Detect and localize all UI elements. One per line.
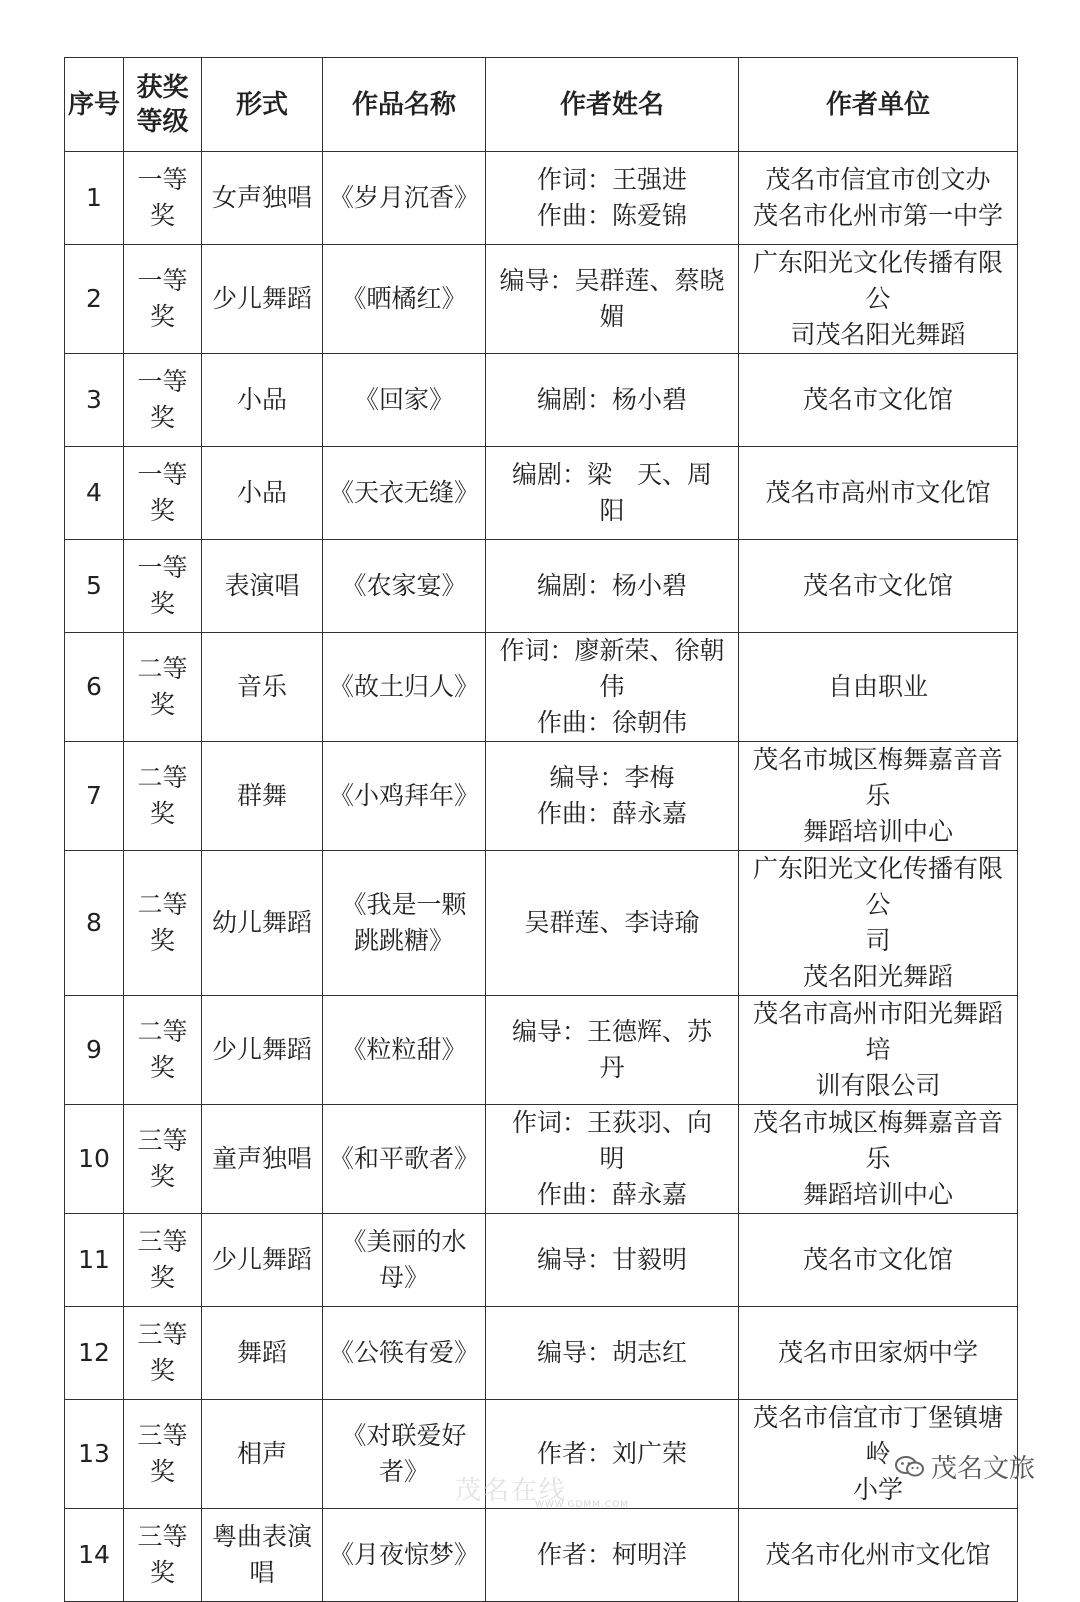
award-level-cell: 一等奖 xyxy=(124,447,202,540)
unit-cell xyxy=(739,1214,1018,1307)
form-cell: 女声独唱 xyxy=(202,152,323,245)
author-cell xyxy=(486,447,739,540)
unit-line: 茂名市信宜市创文办 xyxy=(765,165,991,194)
serial-cell: 10 xyxy=(65,1105,124,1214)
unit-cell xyxy=(739,1105,1018,1214)
serial-cell: 14 xyxy=(65,1509,124,1602)
serial-cell: 2 xyxy=(65,245,124,354)
form-cell: 音乐 xyxy=(202,633,323,742)
unit-line: 广东阳光文化传播有限公 xyxy=(752,248,1003,313)
author-cell xyxy=(486,1105,739,1214)
site-watermark-text: 茂名在线 xyxy=(455,1476,568,1506)
author-cell xyxy=(486,996,739,1105)
serial-cell: 11 xyxy=(65,1214,124,1307)
form-cell: 表演唱 xyxy=(202,540,323,633)
unit-line: 小学 xyxy=(852,1475,903,1504)
serial-cell: 3 xyxy=(65,354,124,447)
award-level-cell: 一等奖 xyxy=(124,245,202,354)
form-cell: 舞蹈 xyxy=(202,1307,323,1400)
author-line: 编导：王德辉、苏 丹 xyxy=(511,1017,738,1082)
unit-cell xyxy=(739,1509,1018,1602)
unit-line: 茂名市高州市文化馆 xyxy=(765,478,991,507)
header-cell: 获奖等级 xyxy=(124,58,202,152)
table-row xyxy=(65,1105,1018,1214)
unit-line: 茂名市化州市第一中学 xyxy=(752,201,1003,230)
award-level-cell: 三等奖 xyxy=(124,1509,202,1602)
table-row xyxy=(65,851,1018,996)
serial-cell: 13 xyxy=(65,1400,124,1509)
form-cell: 少儿舞蹈 xyxy=(202,245,323,354)
unit-line: 茂名市高州市阳光舞蹈培 xyxy=(752,999,1003,1064)
header-cell: 作者单位 xyxy=(739,58,1018,152)
author-cell xyxy=(486,152,739,245)
unit-line: 自由职业 xyxy=(827,672,928,701)
form-cell: 幼儿舞蹈 xyxy=(202,851,323,996)
serial-cell: 5 xyxy=(65,540,124,633)
site-url-text: WWW.GDMM.COM xyxy=(535,1500,629,1510)
unit-cell xyxy=(739,633,1018,742)
author-cell xyxy=(486,540,739,633)
work-title-cell: 《天衣无缝》 xyxy=(323,447,486,540)
award-level-cell: 二等奖 xyxy=(124,633,202,742)
form-cell: 小品 xyxy=(202,354,323,447)
work-title-cell: 《农家宴》 xyxy=(323,540,486,633)
header-cell: 序号 xyxy=(65,58,124,152)
author-line: 编导：胡志红 xyxy=(536,1338,687,1367)
author-line: 编导：甘毅明 xyxy=(536,1245,687,1274)
table-header-row xyxy=(65,58,1018,152)
work-title-cell: 《故土归人》 xyxy=(323,633,486,742)
author-line: 作词：廖新荣、徐朝伟 xyxy=(499,636,725,701)
unit-line: 茂名市城区梅舞嘉音音乐 xyxy=(752,745,1003,810)
form-cell: 粤曲表演唱 xyxy=(202,1509,323,1602)
award-level-cell: 三等奖 xyxy=(124,1400,202,1509)
unit-line: 舞蹈培训中心 xyxy=(802,1180,953,1209)
work-title-cell: 《粒粒甜》 xyxy=(323,996,486,1105)
work-title-cell: 《小鸡拜年》 xyxy=(323,742,486,851)
form-cell: 小品 xyxy=(202,447,323,540)
author-line: 作曲：薛永嘉 xyxy=(536,1180,687,1209)
table-row xyxy=(65,1214,1018,1307)
unit-cell xyxy=(739,447,1018,540)
author-line: 作者：柯明洋 xyxy=(536,1540,687,1569)
author-cell xyxy=(486,633,739,742)
table-row xyxy=(65,152,1018,245)
table-row xyxy=(65,996,1018,1105)
award-level-cell: 一等奖 xyxy=(124,540,202,633)
author-line: 作曲：薛永嘉 xyxy=(536,799,687,828)
awards-table xyxy=(64,57,1018,1602)
unit-line: 茂名市文化馆 xyxy=(802,1245,953,1274)
unit-cell xyxy=(739,996,1018,1105)
serial-cell: 4 xyxy=(65,447,124,540)
work-title-cell: 《美丽的水母》 xyxy=(323,1214,486,1307)
author-line: 编剧：梁 天、周 阳 xyxy=(511,460,738,525)
unit-cell xyxy=(739,1307,1018,1400)
author-line: 作者：刘广荣 xyxy=(536,1439,687,1468)
award-level-cell: 二等奖 xyxy=(124,851,202,996)
table-row xyxy=(65,354,1018,447)
form-cell: 少儿舞蹈 xyxy=(202,996,323,1105)
unit-line: 司 xyxy=(865,926,891,955)
work-title-cell: 《岁月沉香》 xyxy=(323,152,486,245)
work-title-cell: 《晒橘红》 xyxy=(323,245,486,354)
serial-cell: 9 xyxy=(65,996,124,1105)
serial-cell: 8 xyxy=(65,851,124,996)
author-cell xyxy=(486,742,739,851)
form-cell: 群舞 xyxy=(202,742,323,851)
table-row xyxy=(65,245,1018,354)
unit-line: 茂名市信宜市丁堡镇塘岭 xyxy=(752,1403,1003,1468)
work-title-cell: 《月夜惊梦》 xyxy=(323,1509,486,1602)
work-title-cell: 《公筷有爱》 xyxy=(323,1307,486,1400)
unit-cell xyxy=(739,540,1018,633)
form-cell: 童声独唱 xyxy=(202,1105,323,1214)
award-level-cell: 二等奖 xyxy=(124,996,202,1105)
work-title-cell: 《和平歌者》 xyxy=(323,1105,486,1214)
unit-cell xyxy=(739,742,1018,851)
author-line: 作词：王强进 xyxy=(536,165,687,194)
header-cell: 作品名称 xyxy=(323,58,486,152)
award-level-cell: 一等奖 xyxy=(124,354,202,447)
account-watermark xyxy=(895,1448,1035,1485)
table-body xyxy=(65,152,1018,1602)
work-title-cell: 《对联爱好者》 xyxy=(323,1400,486,1509)
unit-line: 广东阳光文化传播有限公 xyxy=(752,854,1003,919)
table-row xyxy=(65,742,1018,851)
unit-line: 茂名市城区梅舞嘉音音乐 xyxy=(752,1108,1003,1173)
unit-cell xyxy=(739,851,1018,996)
table-row xyxy=(65,633,1018,742)
award-level-cell: 三等奖 xyxy=(124,1307,202,1400)
unit-line: 舞蹈培训中心 xyxy=(802,817,953,846)
unit-cell xyxy=(739,245,1018,354)
unit-line: 训有限公司 xyxy=(815,1071,941,1100)
header-cell: 作者姓名 xyxy=(486,58,739,152)
author-cell xyxy=(486,851,739,996)
author-cell xyxy=(486,1307,739,1400)
wechat-icon xyxy=(895,1455,925,1479)
header-cell: 形式 xyxy=(202,58,323,152)
unit-line: 司茂名阳光舞蹈 xyxy=(790,320,966,349)
form-cell: 少儿舞蹈 xyxy=(202,1214,323,1307)
work-title-cell: 《回家》 xyxy=(323,354,486,447)
serial-cell: 1 xyxy=(65,152,124,245)
table-row xyxy=(65,1307,1018,1400)
award-level-cell: 一等奖 xyxy=(124,152,202,245)
author-line: 作词：王荻羽、向 明 xyxy=(511,1108,738,1173)
author-line: 编导：吴群莲、蔡晓媚 xyxy=(499,266,725,331)
unit-cell xyxy=(739,354,1018,447)
author-line: 吴群莲、李诗瑜 xyxy=(524,908,700,937)
author-line: 编导：李梅 xyxy=(549,763,675,792)
serial-cell: 12 xyxy=(65,1307,124,1400)
unit-line: 茂名市文化馆 xyxy=(802,385,953,414)
table-row xyxy=(65,540,1018,633)
author-cell xyxy=(486,1509,739,1602)
table-row xyxy=(65,447,1018,540)
author-cell xyxy=(486,1214,739,1307)
serial-cell: 7 xyxy=(65,742,124,851)
award-level-cell: 三等奖 xyxy=(124,1105,202,1214)
unit-line: 茂名阳光舞蹈 xyxy=(802,962,953,991)
author-line: 编剧：杨小碧 xyxy=(536,571,687,600)
author-cell xyxy=(486,245,739,354)
unit-line: 茂名市田家炳中学 xyxy=(777,1338,978,1367)
author-cell xyxy=(486,354,739,447)
serial-cell: 6 xyxy=(65,633,124,742)
form-cell: 相声 xyxy=(202,1400,323,1509)
author-line: 作曲：徐朝伟 xyxy=(536,708,687,737)
author-line: 编剧：杨小碧 xyxy=(536,385,687,414)
unit-line: 茂名市化州市文化馆 xyxy=(765,1540,991,1569)
award-level-cell: 三等奖 xyxy=(124,1214,202,1307)
site-url xyxy=(535,1500,629,1510)
account-name: 茂名文旅 xyxy=(931,1454,1036,1484)
work-title-cell: 《我是一颗跳跳糖》 xyxy=(323,851,486,996)
author-line: 作曲：陈爱锦 xyxy=(536,201,687,230)
award-level-cell: 二等奖 xyxy=(124,742,202,851)
unit-line: 茂名市文化馆 xyxy=(802,571,953,600)
unit-cell xyxy=(739,152,1018,245)
table-row xyxy=(65,1509,1018,1602)
